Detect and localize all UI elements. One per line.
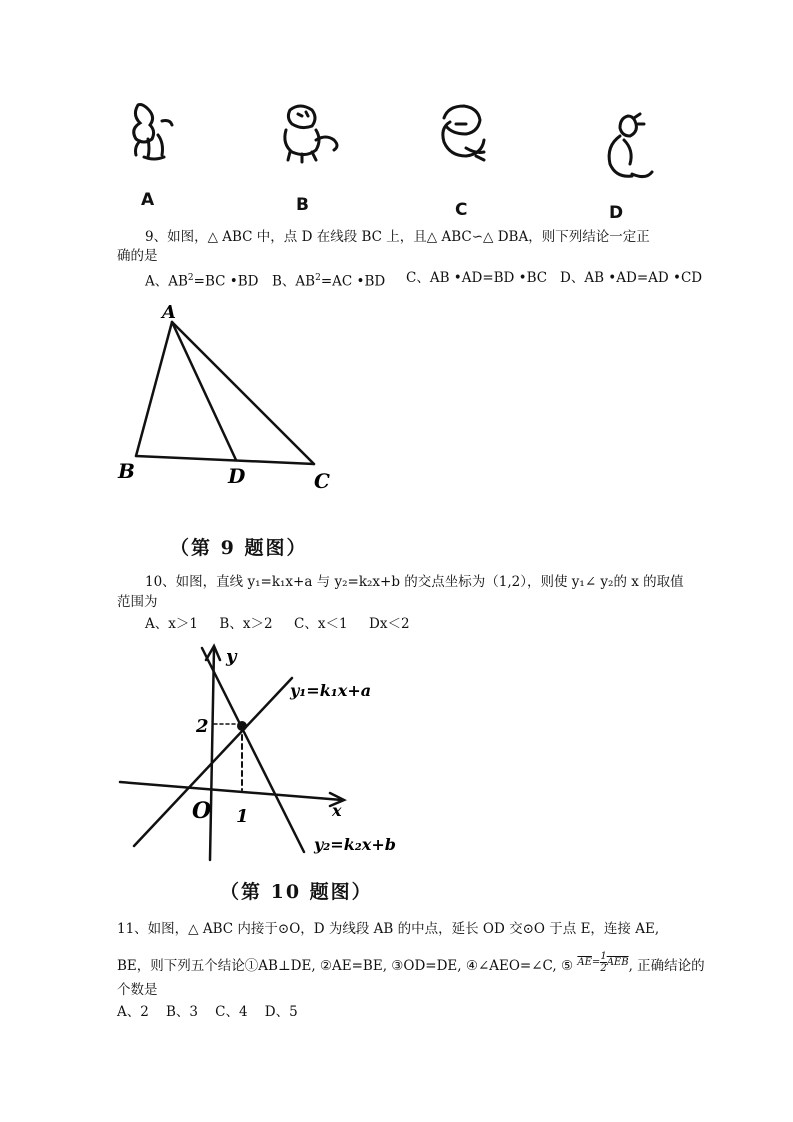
q10-graph-figure <box>110 640 420 870</box>
q9-option-a <box>145 269 258 291</box>
q9-option-a-sup: 2 <box>187 273 194 283</box>
q9-option-a-pre: A、AB <box>145 273 188 290</box>
q9-point-a: A <box>162 302 176 323</box>
q10-intersection-point <box>237 721 247 731</box>
q8-figure-a-image <box>118 95 188 175</box>
q9-point-c: C <box>314 469 330 493</box>
q11-stem-line3: 个数是 <box>117 982 158 998</box>
q11-stem-line2 <box>117 951 705 978</box>
q11-options: A、2 B、3 C、4 D、5 <box>117 1004 298 1020</box>
q8-option-label-b: B <box>296 195 309 215</box>
q11-fraction-num: 1 <box>600 951 607 962</box>
q9-option-b-sup: 2 <box>315 273 321 283</box>
q10-origin-label: O <box>192 798 212 824</box>
q9-option-b-pre: B、AB <box>272 273 316 290</box>
q9-point-b: B <box>118 459 135 483</box>
q9-stem-line2: 确的是 <box>117 248 158 264</box>
q8-figure-c-image <box>432 100 502 180</box>
q10-option-d: Dx＜2 <box>369 616 410 632</box>
q10-line2-label: y₂=k₂x+b <box>314 835 396 854</box>
q9-side-ab <box>136 322 172 456</box>
q10-options <box>145 615 410 633</box>
q10-line-y2 <box>202 648 304 852</box>
q9-figure-caption: （第 9 题图） <box>170 537 308 559</box>
q11-stem-line2-post: , 正确结论的 <box>628 958 705 974</box>
q9-segment-ad <box>172 322 236 460</box>
q10-stem-line2: 范围为 <box>117 594 158 610</box>
q10-option-b: B、x＞2 <box>219 616 273 632</box>
q9-option-d: D、AB •AD=AD •CD <box>560 270 703 286</box>
q11-arc-formula: $\overline{AE}=$ $\frac{1}{2}$ $\overline{AEB}$ <box>577 951 629 974</box>
q10-y-axis <box>210 648 214 860</box>
q9-side-ac <box>172 322 314 464</box>
q8-option-label-c: C <box>455 200 468 220</box>
q11-stem-line2-pre: BE，则下列五个结论①AB⊥DE, ②AE=BE, ③OD=DE, ④∠AEO=∠C, ⑤ <box>117 958 574 974</box>
q10-line1-label: y₁=k₁x+a <box>290 681 372 700</box>
q9-side-bc <box>136 456 314 464</box>
q9-option-c: C、AB •AD=BD •BC <box>406 270 548 286</box>
q8-option-label-d: D <box>609 203 624 223</box>
q9-stem-line1: 9、如图，△ ABC 中，点 D 在线段 BC 上，且△ ABC∽△ DBA，则下列结论一定正 <box>145 229 650 245</box>
q8-figure-d-image <box>598 110 658 190</box>
q10-figure-caption: （第 10 题图） <box>220 881 373 903</box>
q9-point-d: D <box>228 464 246 488</box>
q8-option-label-a: A <box>141 190 155 210</box>
q10-tick-y-label: 2 <box>196 716 209 737</box>
q11-stem-line1: 11、如图，△ ABC 内接于⊙O，D 为线段 AB 的中点，延长 OD 交⊙O 于点 E，连接 AE, <box>117 921 660 937</box>
q9-option-b <box>272 269 385 291</box>
q8-figure-b-image <box>272 100 352 170</box>
q10-x-axis <box>120 782 342 800</box>
q10-axis-y-label: y <box>226 646 237 667</box>
q9-triangle-figure <box>110 298 350 498</box>
q10-stem-line1: 10、如图，直线 y₁=k₁x+a 与 y₂=k₂x+b 的交点坐标为（1,2），则使 y₁∠ y₂的 x 的取值 <box>145 574 684 590</box>
q9-option-a-post: =BC •BD <box>193 273 259 290</box>
q10-axis-x-label: x <box>332 801 342 820</box>
q9-option-b-post: =AC •BD <box>320 273 386 290</box>
q11-arc-aeb: $\overline{AEB}$ <box>606 957 629 968</box>
q10-option-a: A、x＞1 <box>145 616 198 632</box>
q10-option-c: C、x＜1 <box>294 616 348 632</box>
q11-fraction-den: 2 <box>600 963 607 974</box>
q10-tick-x-label: 1 <box>236 806 249 827</box>
q11-arc-ae: $\overline{AE}$ <box>577 957 592 968</box>
